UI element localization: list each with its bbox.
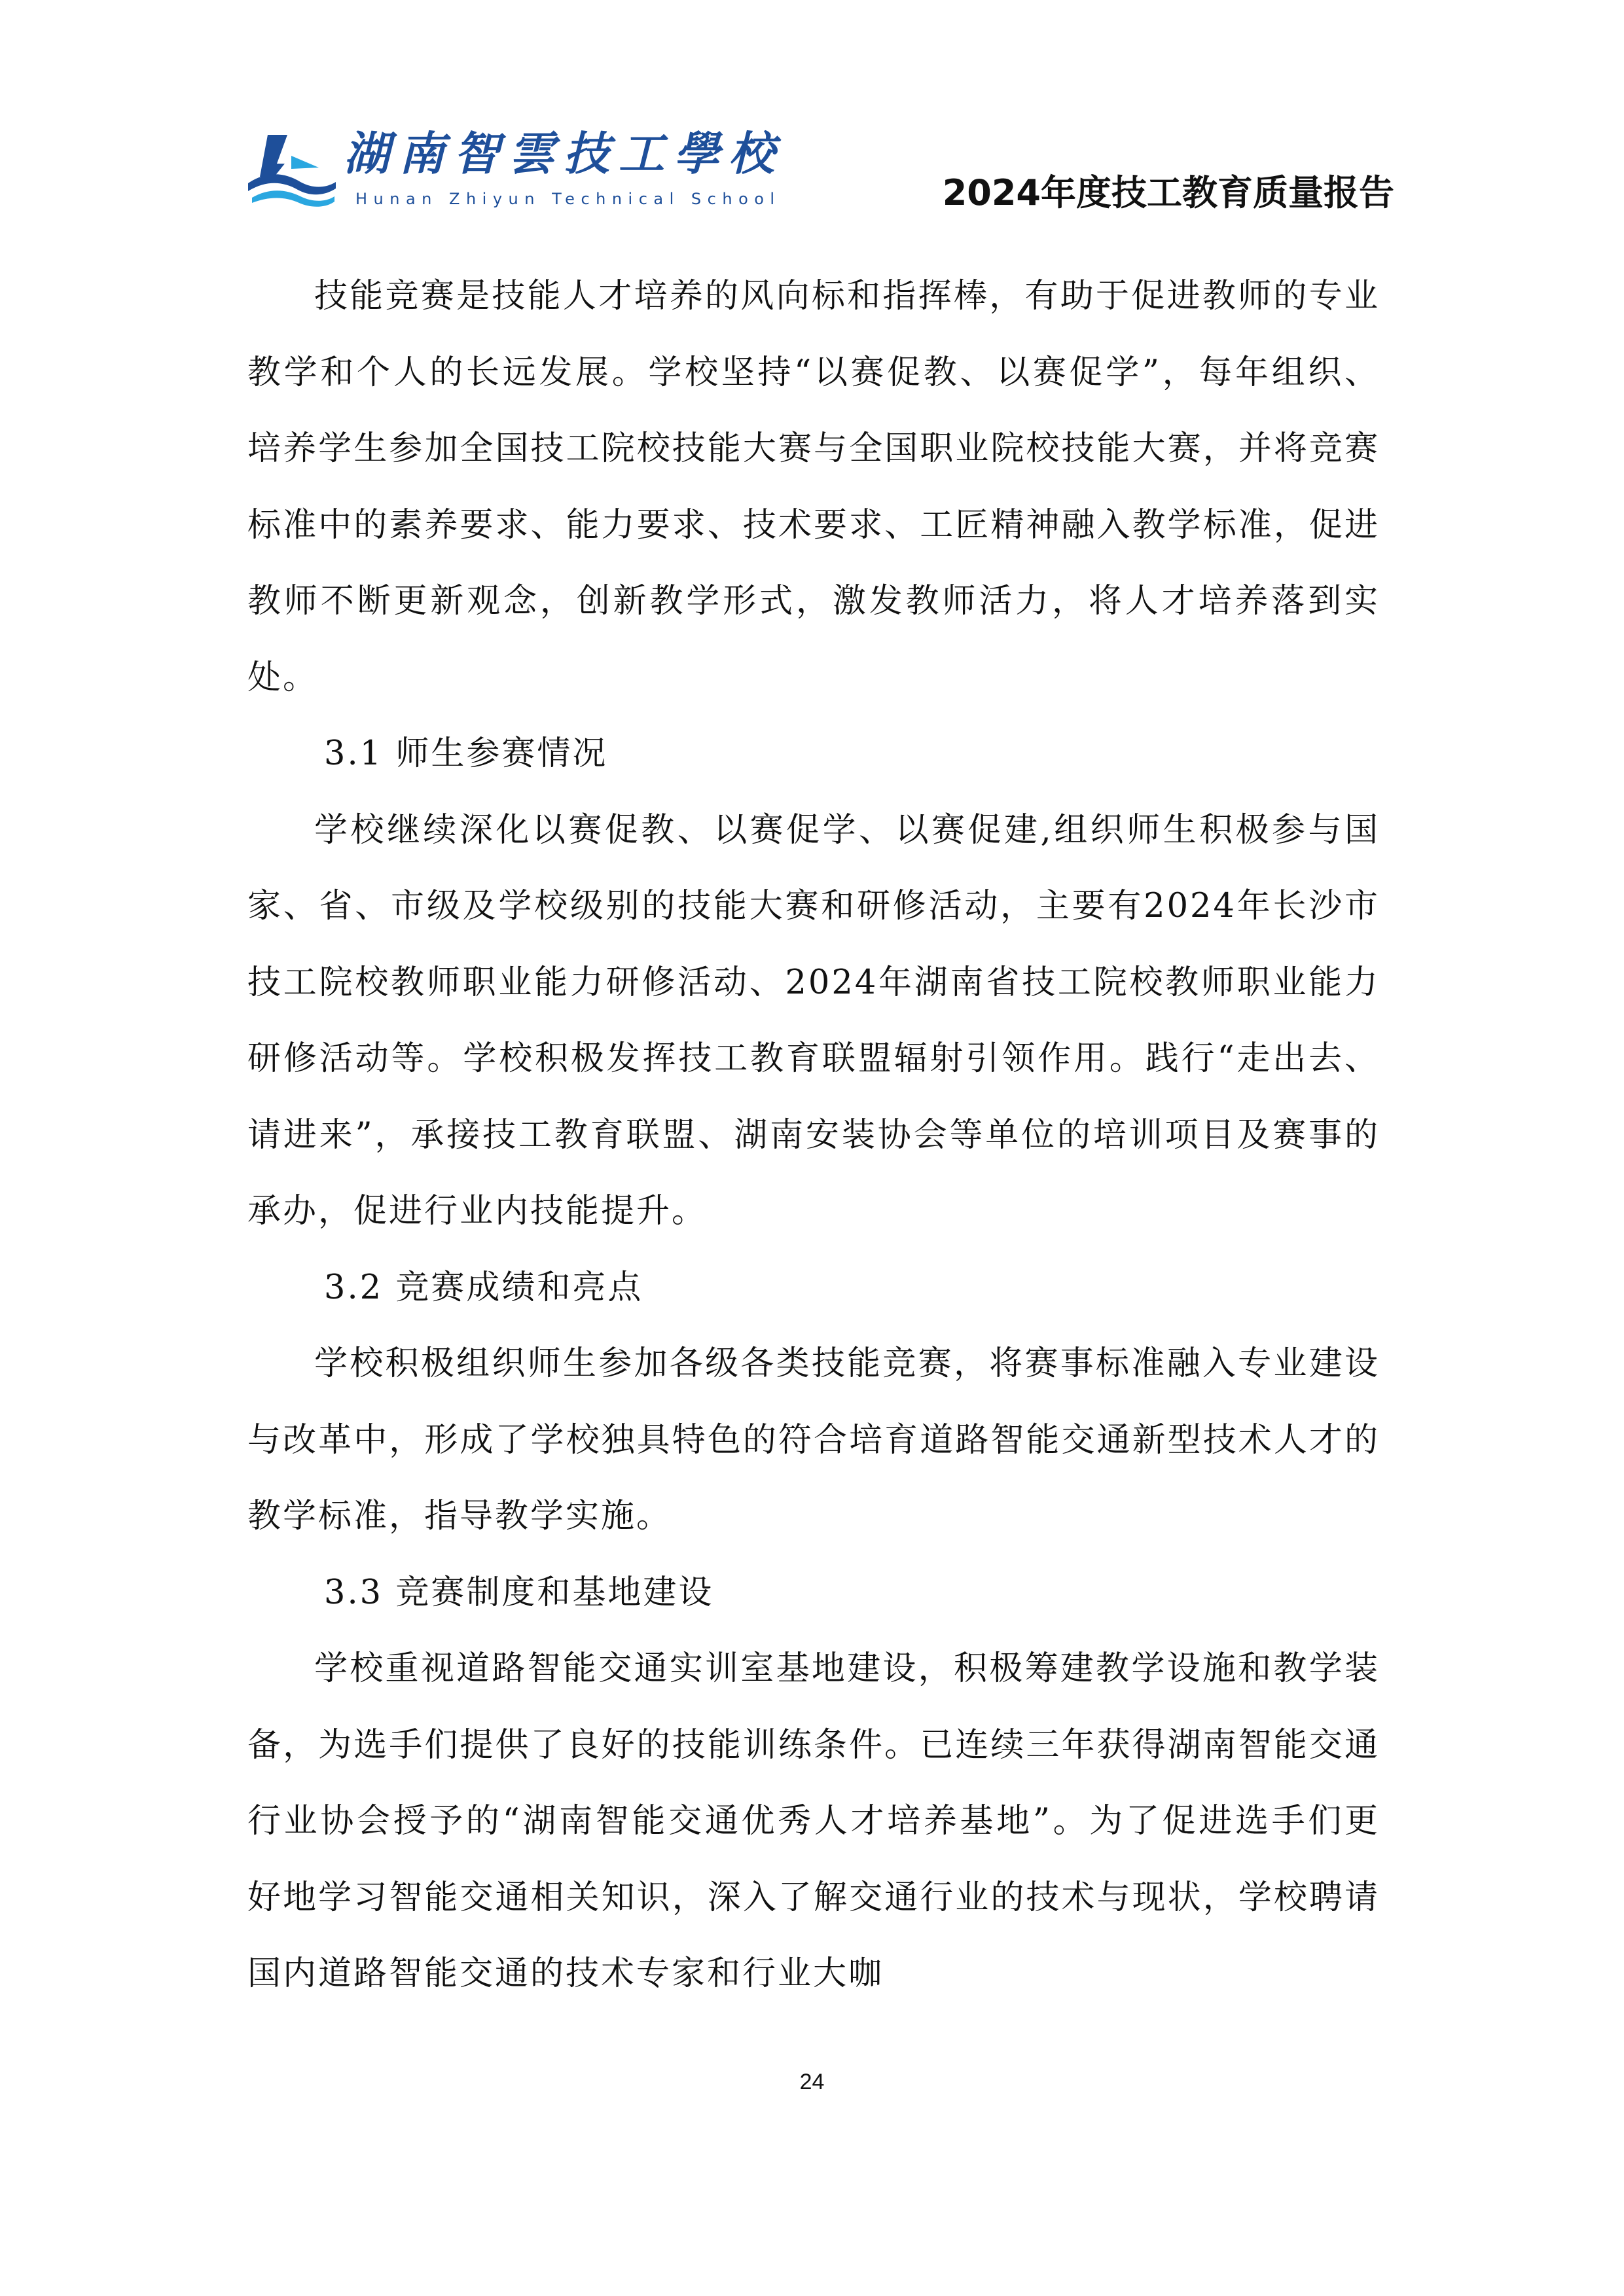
page-header	[245, 124, 1394, 229]
school-logo-english: Hunan Zhiyun Technical School	[355, 190, 781, 208]
page-number: 24	[799, 2070, 825, 2094]
section-heading-3-2: 3.2 竞赛成绩和亮点	[324, 1268, 643, 1307]
wave-sail-logo-icon	[245, 130, 337, 208]
paragraph-intro: 技能竞赛是技能人才培养的风向标和指挥棒，有助于促进教师的专业教学和个人的长远发展。学校坚持“以赛促教、以赛促学”，每年组织、培养学生参加全国技工院校技能大赛与全国职业院校技能大赛，并将竞赛标准中的素养要求、能力要求、技术要求、工匠精神融入教学标准，促进教师不断更新观念，创新教学形式，激发教师活力，将人才培养落到实处。	[247, 277, 1380, 697]
school-logo-text: 湖南智雲技工學校	[344, 127, 784, 181]
paragraph-base-construction: 学校重视道路智能交通实训室基地建设，积极筹建教学设施和教学装备，为选手们提供了良好的技能训练条件。已连续三年获得湖南智能交通行业协会授予的“湖南智能交通优秀人才培养基地”。为了促进选手们更好地学习智能交通相关知识，深入了解交通行业的技术与现状，学校聘请国内道路智能交通的技术专家和行业大咖	[247, 1649, 1380, 1993]
paragraph-participation: 学校继续深化以赛促教、以赛促学、以赛促建,组织师生积极参与国家、省、市级及学校级别的技能大赛和研修活动，主要有2024年长沙市技工院校教师职业能力研修活动、2024年湖南省技工院校教师职业能力研修活动等。学校积极发挥技工教育联盟辐射引领作用。践行“走出去、请进来”，承接技工教育联盟、湖南安装协会等单位的培训项目及赛事的承办，促进行业内技能提升。	[247, 810, 1380, 1230]
report-title: 2024年度技工教育质量报告	[942, 172, 1394, 213]
section-heading-3-1: 3.1 师生参赛情况	[324, 734, 608, 773]
section-heading-3-3: 3.3 竞赛制度和基地建设	[324, 1573, 714, 1612]
paragraph-achievements: 学校积极组织师生参加各级各类技能竞赛，将赛事标准融入专业建设与改革中，形成了学校独具特色的符合培育道路智能交通新型技术人才的教学标准，指导教学实施。	[247, 1344, 1380, 1535]
main-content	[247, 259, 1380, 2013]
